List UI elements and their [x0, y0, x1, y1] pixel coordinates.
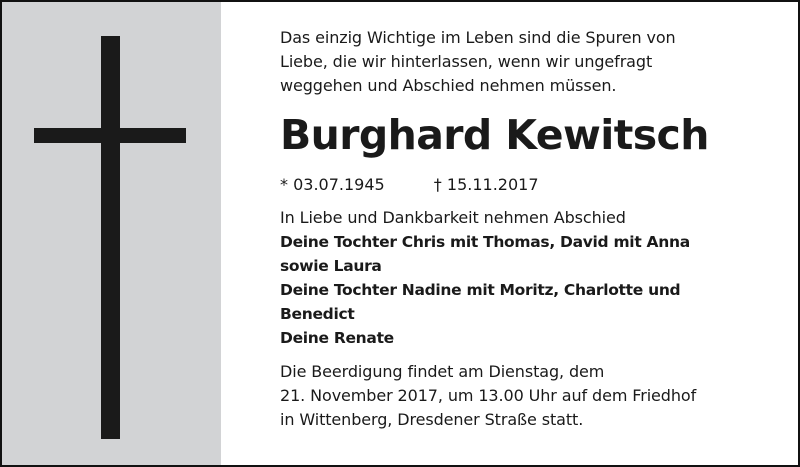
mourner-line: Deine Tochter Nadine mit Moritz, Charlotte und [280, 281, 681, 299]
quote-line: Das einzig Wichtige im Leben sind die Spuren von [280, 28, 676, 47]
cross-vertical-bar [101, 36, 120, 439]
notice-content [280, 26, 780, 432]
deceased-name: Burghard Kewitsch [280, 111, 709, 159]
funeral-details [280, 360, 780, 432]
funeral-line: in Wittenberg, Dresdener Straße statt. [280, 410, 584, 429]
cross-panel [2, 2, 221, 465]
death-date: † 15.11.2017 [433, 175, 539, 194]
cross-horizontal-bar [34, 128, 186, 143]
quote-line: Liebe, die wir hinterlassen, wenn wir ungefragt [280, 52, 653, 71]
mourners-block [280, 206, 780, 350]
mourner-line: Deine Tochter Chris mit Thomas, David mit Anna [280, 233, 690, 251]
mourner-line: Deine Renate [280, 329, 394, 347]
birth-date: * 03.07.1945 [280, 175, 385, 194]
memorial-quote [280, 26, 780, 98]
life-dates [280, 174, 780, 196]
funeral-line: 21. November 2017, um 13.00 Uhr auf dem Friedhof [280, 386, 697, 405]
mourner-line: Benedict [280, 305, 355, 323]
funeral-line: Die Beerdigung findet am Dienstag, dem [280, 362, 605, 381]
quote-line: weggehen und Abschied nehmen müssen. [280, 76, 617, 95]
mourners-intro: In Liebe und Dankbarkeit nehmen Abschied [280, 208, 626, 227]
mourner-line: sowie Laura [280, 257, 382, 275]
